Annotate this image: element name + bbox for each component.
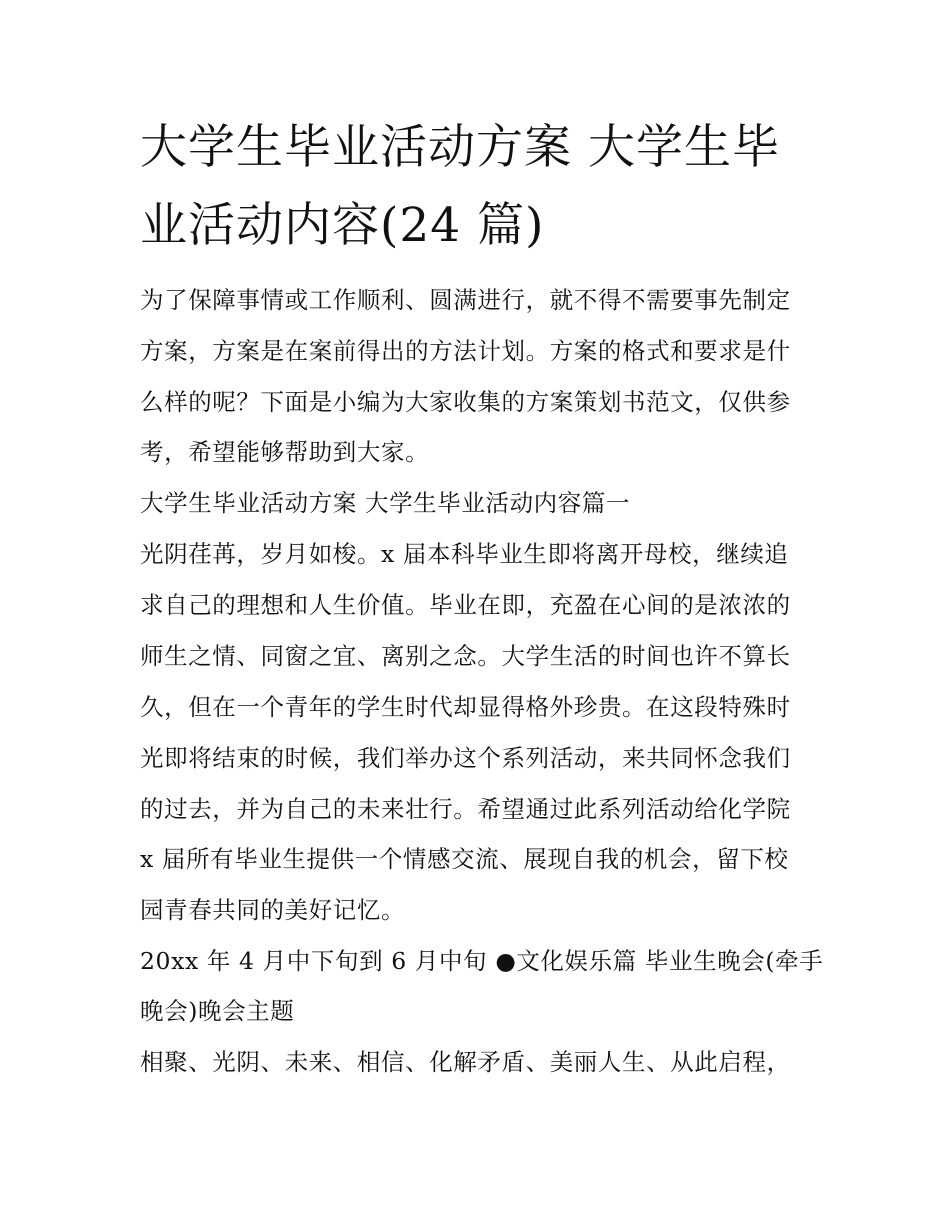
paragraph-line: 相聚、光阴、未来、相信、化解矛盾、美丽人生、从此启程， <box>140 1048 791 1076</box>
section-heading: 大学生毕业活动方案 大学生毕业活动内容篇一 <box>140 489 631 517</box>
title-line: 大学生毕业活动方案 大学生毕 <box>140 120 780 175</box>
paragraph-line: 晚会)晚会主题 <box>140 997 295 1025</box>
paragraph-line: 考，希望能够帮助到大家。 <box>140 438 430 466</box>
paragraph-line: 求自己的理想和人生价值。毕业在即，充盈在心间的是浓浓的 <box>140 591 791 619</box>
paragraph-line: 么样的呢？下面是小编为大家收集的方案策划书范文，仅供参 <box>140 388 791 416</box>
paragraph-line: 园青春共同的美好记忆。 <box>140 896 406 924</box>
paragraph-line: 光阴荏苒，岁月如梭。x 届本科毕业生即将离开母校，继续追 <box>140 540 789 568</box>
paragraph-line: x 届所有毕业生提供一个情感交流、展现自我的机会，留下校 <box>140 845 789 873</box>
paragraph-line: 为了保障事情或工作顺利、圆满进行，就不得不需要事先制定 <box>140 286 791 314</box>
paragraph-line: 方案，方案是在案前得出的方法计划。方案的格式和要求是什 <box>140 337 791 365</box>
title-line: 业活动内容(24 篇) <box>140 198 545 253</box>
paragraph-line: 光即将结束的时候，我们举办这个系列活动，来共同怀念我们 <box>140 744 791 772</box>
paragraph-line: 师生之情、同窗之宜、离别之念。大学生活的时间也许不算长 <box>140 642 791 670</box>
paragraph-line: 的过去，并为自己的未来壮行。希望通过此系列活动给化学院 <box>140 795 791 823</box>
paragraph-line: 久，但在一个青年的学生时代却显得格外珍贵。在这段特殊时 <box>140 693 791 721</box>
paragraph-line: 20xx 年 4 月中下旬到 6 月中旬 ●文化娱乐篇 毕业生晚会(牵手 <box>140 947 824 975</box>
